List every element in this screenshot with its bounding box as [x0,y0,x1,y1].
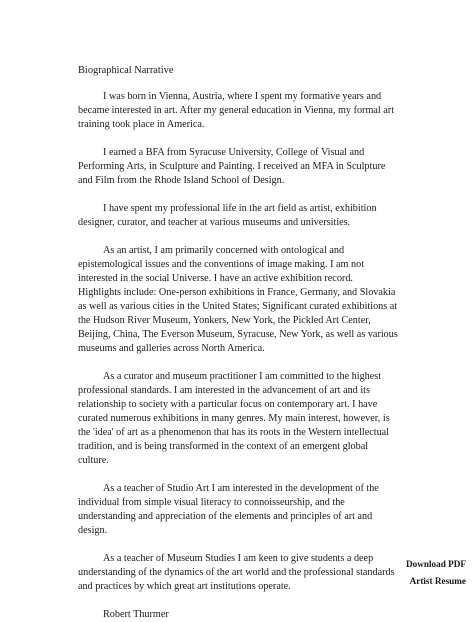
document-body [78,64,398,622]
artist-resume-link[interactable]: Artist Resume [409,576,466,586]
paragraph-career: I have spent my professional life in the art field as artist, exhibition designer, curator, and teacher at various museums and universities. [78,203,377,228]
paragraph-birth: I was born in Vienna, Austria, where I spent my formative years and became interested in art. After my general education in Vienna, my formal art training took place in America. [78,91,395,130]
paragraph-artist: As an artist, I am primarily concerned with ontological and epistemological issues and the conventions of image making. I am not interested in the social Universe. I have an active exhibition record. Highlights include: One-person exhibitions in France, Germany, and Slovakia as well as various cities in the United States; Significant curated exhibitions at the Hudson River Museum, Yonkers, New York, the Pickled Art Center, Beijing, China, The Everson Museum, Syracuse, New York, as well as various museums and galleries across North America. [78,245,398,354]
download-pdf-link[interactable]: Download PDF [406,559,466,569]
paragraph-studio-teacher: As a teacher of Studio Art I am interested in the development of the individual from simple visual literacy to connoisseurship, and the understanding and appreciation of the elements and principles of art and design. [78,483,379,536]
paragraph-education: I earned a BFA from Syracuse University, College of Visual and Performing Arts, in Sculpture and Painting. I received an MFA in Sculpture and Film from the Rhode Island School of Design. [78,147,386,186]
signature: Robert Thurmer [103,609,169,620]
document-links [406,556,466,590]
paragraph-museum-teacher: As a teacher of Museum Studies I am keen to give students a deep understanding of the dynamics of the art world and the professional standards and practices by which great art institutions operate. [78,553,395,592]
document-heading: Biographical Narrative [78,65,174,76]
paragraph-curator: As a curator and museum practitioner I am committed to the highest professional standards. I am interested in the advancement of art and its relationship to society with a particular focus on contemporary art. I have curated numerous exhibitions in many genres. My main interest, however, is the 'idea' of art as a phenomenon that has its roots in the Western intellectual tradition, and is being transformed in the context of an emergent global culture. [78,371,390,466]
